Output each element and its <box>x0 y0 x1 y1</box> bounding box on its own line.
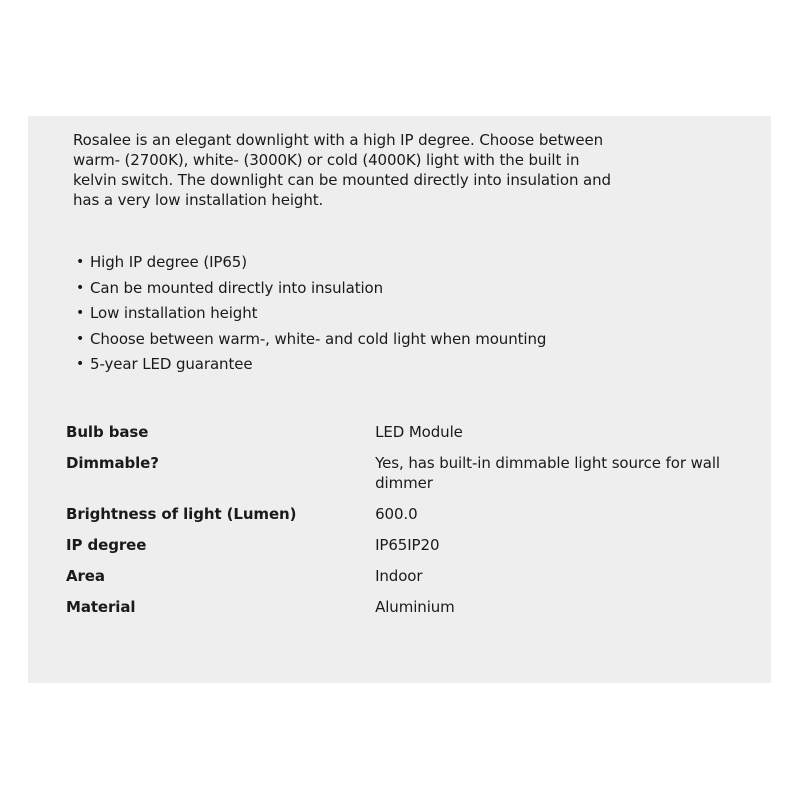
spec-value: Yes, has built-in dimmable light source for wall dimmer <box>375 454 720 492</box>
feature-item <box>73 328 546 354</box>
spec-value: Aluminium <box>375 598 455 616</box>
spec-row-bulb-base <box>66 422 746 453</box>
bullet-icon: • <box>76 279 85 296</box>
feature-text: Choose between warm-, white- and cold light when mounting <box>90 329 547 348</box>
feature-item <box>73 302 546 328</box>
spec-row-area <box>66 566 746 597</box>
spec-label: Area <box>66 567 105 585</box>
feature-list <box>73 251 546 379</box>
spec-label: Dimmable? <box>66 454 159 472</box>
feature-item <box>73 277 546 303</box>
bullet-icon: • <box>76 254 85 270</box>
spec-value: LED Module <box>375 423 463 441</box>
spec-label: Brightness of light (Lumen) <box>66 505 297 523</box>
spec-row-dimmable <box>66 453 746 504</box>
spec-row-brightness <box>66 504 746 535</box>
product-info-panel <box>28 116 771 683</box>
feature-text: 5-year LED guarantee <box>90 355 253 373</box>
product-description: Rosalee is an elegant downlight with a high IP degree. Choose between warm- (2700K), white- (3000K) or cold (4000K) light with the built in kelvin switch. The downlight can be mounted directly into insulation and has a very low installation height. <box>73 131 611 209</box>
spec-label: Material <box>66 598 136 616</box>
feature-item <box>73 251 546 277</box>
spec-row-ip-degree <box>66 535 746 566</box>
bullet-icon: • <box>76 356 85 372</box>
spec-label: Bulb base <box>66 423 149 441</box>
feature-text: High IP degree (IP65) <box>90 253 247 271</box>
feature-text: Can be mounted directly into insulation <box>90 278 384 297</box>
spec-row-material <box>66 597 746 628</box>
spec-value: IP65IP20 <box>375 536 440 554</box>
spec-value: Indoor <box>375 567 423 585</box>
feature-text: Low installation height <box>90 304 258 322</box>
spec-label: IP degree <box>66 536 147 554</box>
bullet-icon: • <box>76 305 85 321</box>
spec-value: 600.0 <box>375 505 418 523</box>
bullet-icon: • <box>76 330 85 347</box>
specifications-table <box>66 422 746 628</box>
feature-item <box>73 353 546 379</box>
